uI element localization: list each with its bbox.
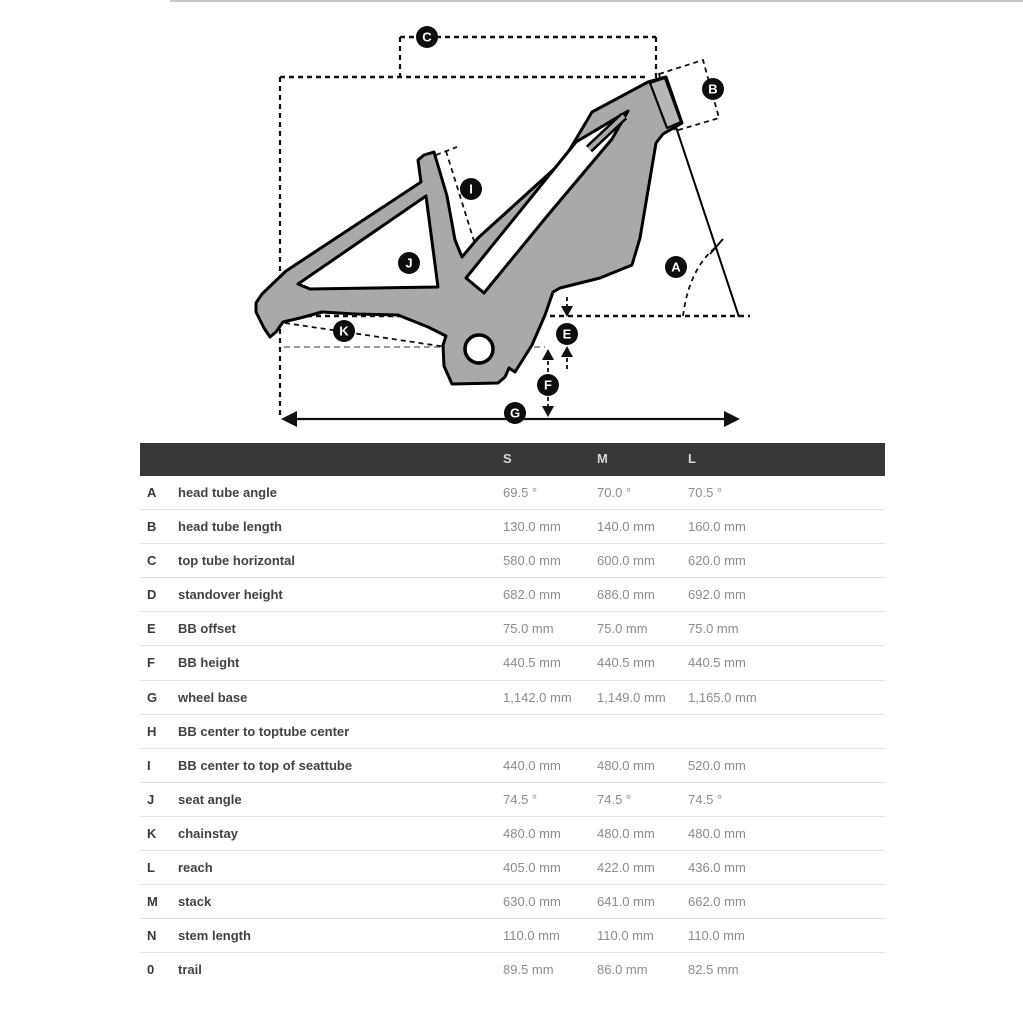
- cell-cell-v-s: 89.5 mm: [503, 962, 554, 978]
- g-arrowhead-right: [724, 411, 740, 427]
- svg-text:F: F: [544, 377, 552, 393]
- cell-cell-v-m: 480.0 mm: [597, 757, 655, 773]
- cell-cell-letter: 0: [147, 962, 155, 978]
- cell-cell-letter: G: [147, 689, 158, 705]
- cell-cell-v-l: 440.5 mm: [688, 655, 746, 671]
- table-row-M: [140, 885, 885, 919]
- cell-cell-name: head tube angle: [178, 485, 277, 500]
- table-row-E: [140, 612, 885, 646]
- cell-cell-v-m: 140.0 mm: [597, 519, 655, 535]
- g-arrowhead-left: [281, 411, 297, 427]
- cell-cell-v-l: 82.5 mm: [688, 962, 739, 978]
- table-row-G: [140, 681, 885, 715]
- table-row-F: [140, 646, 885, 680]
- cell-cell-v-m: 86.0 mm: [597, 962, 648, 978]
- svg-text:B: B: [708, 81, 718, 97]
- cell-cell-v-l: 70.5 °: [688, 485, 723, 500]
- cell-cell-name: stack: [178, 894, 212, 910]
- cell-cell-v-s: 74.5 °: [503, 791, 538, 807]
- svg-text:K: K: [339, 323, 349, 339]
- cell-cell-v-m: 600.0 mm: [597, 553, 655, 569]
- diagram-label-E: [556, 323, 578, 345]
- cell-cell-letter: I: [147, 757, 151, 773]
- a-angle-arc: [683, 247, 716, 316]
- cell-cell-letter: N: [147, 928, 157, 944]
- svg-text:A: A: [671, 259, 681, 275]
- cell-cell-v-m: 480.0 mm: [597, 825, 655, 841]
- f-arrowhead-up: [542, 349, 554, 360]
- cell-cell-v-s: 75.0 mm: [503, 621, 554, 637]
- cell-cell-name: chainstay: [178, 825, 238, 841]
- svg-text:G: G: [509, 405, 521, 421]
- cell-cell-v-s: 440.0 mm: [503, 757, 561, 773]
- svg-text:C: C: [422, 29, 432, 45]
- cell-cell-v-l: 160.0 mm: [688, 519, 746, 535]
- cell-cell-name: stem length: [178, 928, 251, 944]
- cell-cell-name: top tube horizontal: [178, 553, 295, 569]
- cell-cell-v-m: 74.5 °: [597, 791, 632, 807]
- bike-geometry-diagram: [0, 0, 1023, 443]
- table-body: [140, 476, 885, 987]
- column-header-m: M: [597, 451, 608, 466]
- cell-cell-v-l: 520.0 mm: [688, 757, 746, 773]
- table-row-A: [140, 476, 885, 510]
- cell-cell-v-l: 74.5 °: [688, 791, 723, 807]
- cell-cell-name: BB center to top of seattube: [178, 757, 353, 773]
- cell-cell-v-m: 70.0 °: [597, 485, 632, 500]
- fork-line: [676, 127, 739, 317]
- cell-cell-v-m: 110.0 mm: [597, 928, 654, 944]
- cell-cell-letter: D: [147, 587, 157, 603]
- cell-cell-v-s: 130.0 mm: [503, 519, 561, 535]
- frame: [256, 77, 739, 384]
- cell-cell-v-s: 69.5 °: [503, 485, 538, 500]
- cell-cell-name: reach: [178, 860, 213, 876]
- cell-cell-v-m: 422.0 mm: [597, 860, 655, 876]
- geometry-table: [140, 443, 885, 987]
- cell-cell-letter: H: [147, 723, 157, 739]
- cell-cell-name: standover height: [178, 587, 283, 603]
- cell-cell-letter: M: [147, 894, 158, 910]
- diagram-label-G: [504, 402, 526, 424]
- table-row-K: [140, 817, 885, 851]
- cell-cell-letter: J: [147, 791, 155, 807]
- cell-cell-v-s: 580.0 mm: [503, 553, 561, 569]
- diagram-label-F: [537, 374, 559, 396]
- cell-cell-letter: A: [147, 485, 157, 500]
- cell-cell-letter: F: [147, 655, 155, 671]
- table-header-row: [140, 443, 885, 476]
- table-row-D: [140, 578, 885, 612]
- cell-cell-name: BB offset: [178, 621, 236, 637]
- table-row-J: [140, 783, 885, 817]
- cell-cell-v-l: 480.0 mm: [688, 825, 746, 841]
- cell-cell-letter: E: [147, 621, 156, 637]
- cell-cell-v-s: 1,142.0 mm: [503, 689, 572, 705]
- diagram-label-C: [416, 26, 438, 48]
- cell-cell-name: trail: [178, 962, 202, 978]
- cell-cell-v-l: 692.0 mm: [688, 587, 746, 603]
- rear-triangle-cutout: [298, 196, 438, 289]
- cell-cell-letter: L: [147, 860, 155, 876]
- cell-cell-v-l: 662.0 mm: [688, 894, 746, 910]
- table-row-B: [140, 510, 885, 544]
- cell-cell-v-s: 405.0 mm: [503, 860, 561, 876]
- cell-cell-v-m: 75.0 mm: [597, 621, 648, 637]
- cell-cell-letter: K: [147, 825, 157, 841]
- cell-cell-v-l: 75.0 mm: [688, 621, 739, 637]
- column-header-s: S: [503, 451, 512, 466]
- f-arrowhead-down: [542, 406, 554, 417]
- cell-cell-v-l: 110.0 mm: [688, 928, 745, 944]
- cell-cell-v-m: 641.0 mm: [597, 894, 655, 910]
- svg-text:J: J: [405, 255, 413, 271]
- cell-cell-name: head tube length: [178, 519, 282, 535]
- cell-cell-name: BB height: [178, 655, 240, 671]
- cell-cell-v-m: 440.5 mm: [597, 655, 655, 671]
- cell-cell-letter: B: [147, 519, 157, 535]
- cell-cell-v-l: 436.0 mm: [688, 860, 746, 876]
- table-row-C: [140, 544, 885, 578]
- cell-cell-v-s: 110.0 mm: [503, 928, 560, 944]
- table-row-0: [140, 953, 885, 987]
- column-header-l: L: [688, 451, 696, 466]
- table-row-H: [140, 715, 885, 749]
- diagram-label-A: [665, 256, 687, 278]
- table-row-I: [140, 749, 885, 783]
- cell-cell-v-m: 1,149.0 mm: [597, 689, 666, 705]
- diagram-label-K: [333, 320, 355, 342]
- table-row-L: [140, 851, 885, 885]
- cell-cell-name: seat angle: [178, 791, 242, 807]
- bb-circle-outer: [465, 335, 493, 363]
- cell-cell-v-m: 686.0 mm: [597, 587, 655, 603]
- cell-cell-name: BB center to toptube center: [178, 723, 350, 739]
- cell-cell-v-s: 682.0 mm: [503, 587, 561, 603]
- cell-cell-v-l: 620.0 mm: [688, 553, 746, 569]
- cell-cell-v-l: 1,165.0 mm: [688, 689, 757, 705]
- cell-cell-v-s: 480.0 mm: [503, 825, 561, 841]
- cell-cell-letter: C: [147, 553, 157, 569]
- cell-cell-v-s: 440.5 mm: [503, 655, 561, 671]
- svg-text:I: I: [469, 181, 473, 197]
- cell-cell-v-s: 630.0 mm: [503, 894, 561, 910]
- cell-cell-name: wheel base: [178, 689, 248, 705]
- table-row-N: [140, 919, 885, 953]
- diagram-label-I: [460, 178, 482, 200]
- svg-text:E: E: [562, 326, 572, 342]
- diagram-label-B: [702, 78, 724, 100]
- diagram-label-J: [398, 252, 420, 274]
- e-arrowhead-up: [561, 346, 573, 357]
